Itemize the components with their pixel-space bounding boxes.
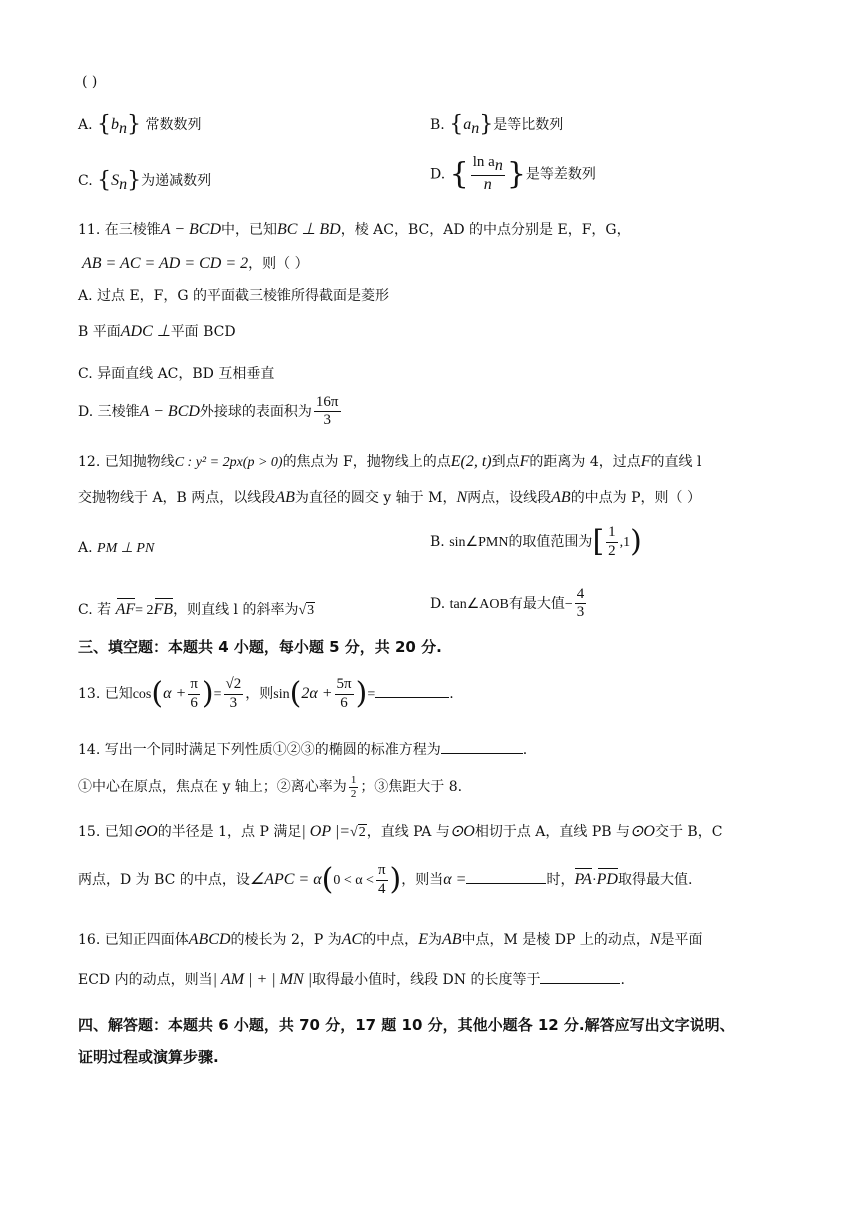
section-fill-in-heading: 三、填空题：本题共 4 小题，每小题 5 分，共 20 分. [78, 638, 442, 656]
q12-option-a: A. PM ⊥ PN [78, 540, 155, 556]
q12-option-d: D. tan∠AOB有最大值− $\frac{4}{3}$ [430, 586, 585, 621]
q16-stem-line1: 16. 已知正四面体ABCD的棱长为 2，P 为AC的中点，E为AB中点，M 是棱 DP 上的动点，N是平面 [78, 931, 703, 948]
q12-stem-line1: 12. 已知抛物线C : y² = 2px(p > 0)的焦点为 F，抛物线上的点E(2, t)到点F的距离为 4，过点F的直线 l [78, 453, 702, 470]
q10-option-a: A. $\{b_n\}$ 常数数列 [78, 112, 202, 137]
q15-stem-line1: 15. 已知⊙O的半径是 1，点 P 满足| OP |=√2，直线 PA 与⊙O相切于点 A，直线 PB 与⊙O交于 B，C [78, 823, 723, 840]
q11-option-b: B 平面ADC ⊥平面 BCD [78, 323, 236, 340]
q12-stem-line2: 交抛物线于 A，B 两点，以线段AB为直径的圆交 y 轴于 M，N两点，设线段AB的中点为 P，则（ ） [78, 489, 702, 506]
q10-option-b: B. $\{a_n\}$是等比数列 [430, 112, 564, 137]
q11-option-a: A. 过点 E，F，G 的平面截三棱锥所得截面是菱形 [78, 288, 390, 304]
q10-option-c: C. $\{S_n\}$为递减数列 [78, 168, 212, 193]
q16-stem-line2: ECD 内的动点，则当| AM | + | MN |取得最小值时，线段 DN 的长度等于 . [78, 971, 625, 988]
q14-stem-line2: ①中心在原点，焦点在 y 轴上；②离心率为 $\frac{1}{2}$ ；③焦距大于 8. [78, 774, 463, 800]
q13-stem: 13. 已知cos(α + $\frac{\pi}{6}$ )= $\frac{√2}{3}$ ，则sin(2α + $\frac{5\pi}{6}$ )= . [78, 676, 454, 711]
q12-option-b: B. sin∠PMN的取值范围为[ $\frac{1}{2}$ ,1) [430, 524, 642, 559]
q11-option-d: D. 三棱锥A − BCD外接球的表面积为 $\frac{16\pi}{3}$ [78, 394, 339, 429]
q15-stem-line2: 两点，D 为 BC 的中点，设∠APC = α(0 < α < $\frac{\pi}{4}$ )，则当α = 时，PA·PD取得最大值. [78, 862, 693, 897]
q11-stem-line2: AB = AC = AD = CD = 2，则（ ） [82, 255, 309, 272]
q11-option-c: C. 异面直线 AC，BD 互相垂直 [78, 366, 275, 382]
q11-stem-line1: 11. 在三棱锥A − BCD中，已知BC ⊥ BD，棱 AC，BC，AD 的中点分别是 E，F，G， [78, 221, 631, 238]
q12-option-c: C. 若 AF= 2FB，则直线 l 的斜率为√3 [78, 598, 315, 620]
section-solutions-heading-line1: 四、解答题：本题共 6 小题，共 70 分，17 题 10 分，其他小题各 12 分.解答应写出文字说明、 [78, 1016, 735, 1034]
section-solutions-heading-line2: 证明过程或演算步骤. [78, 1048, 219, 1066]
q10-option-d: D. { $\frac{\ln a_n}{n}$ }是等差数列 [430, 154, 596, 194]
q10-answer-paren: ( ) [82, 74, 98, 90]
q14-stem-line1: 14. 写出一个同时满足下列性质①②③的椭圆的标准方程为 . [78, 742, 528, 758]
